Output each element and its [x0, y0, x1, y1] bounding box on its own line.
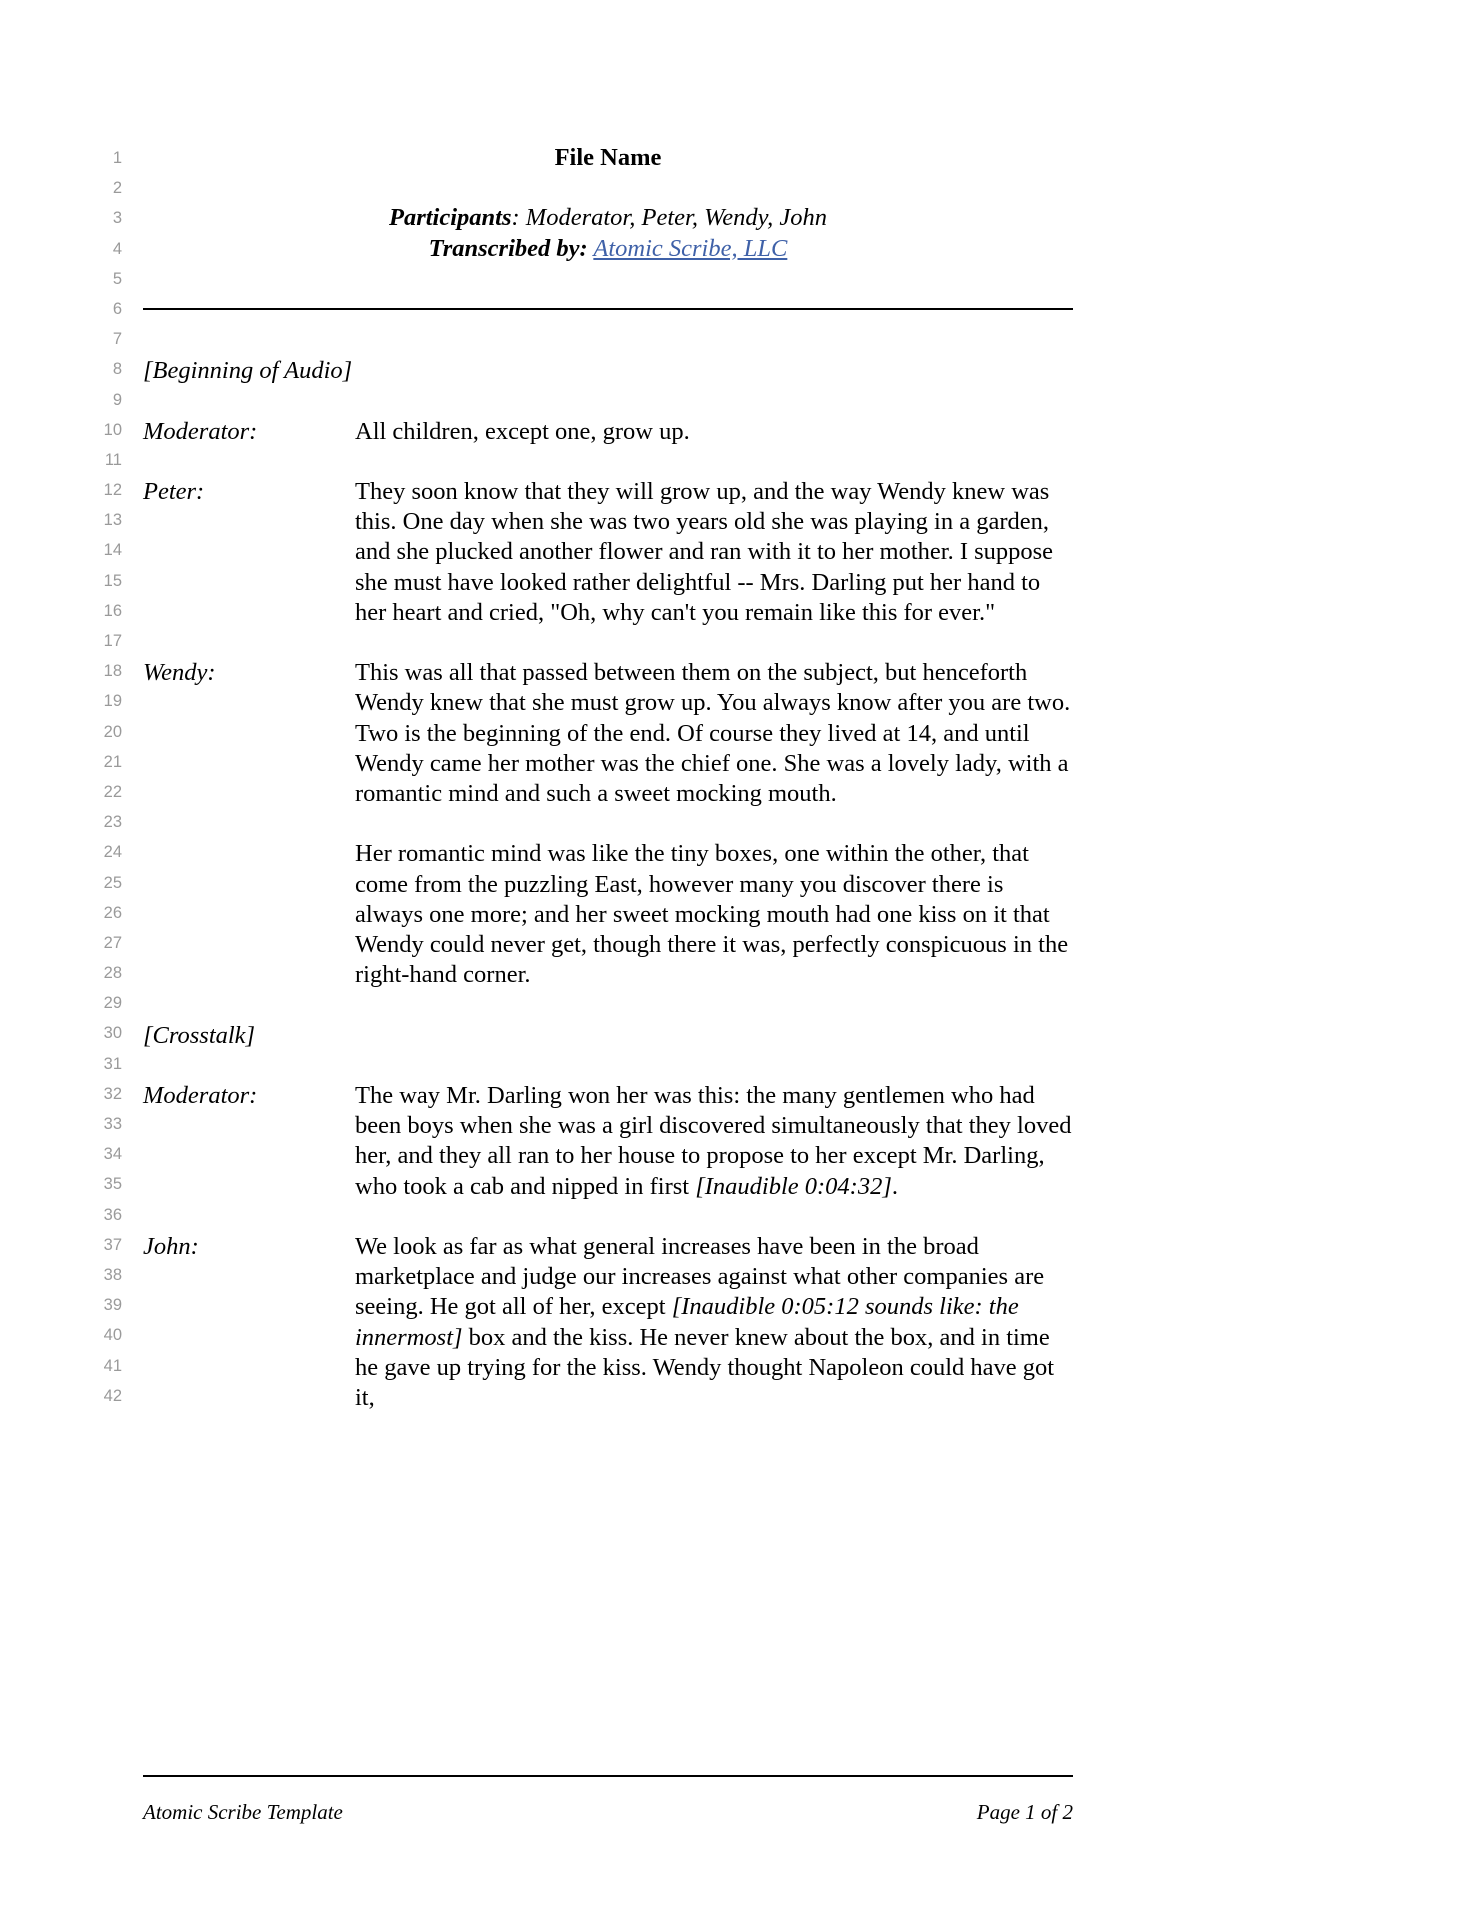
page-footer	[143, 1798, 1073, 1826]
line-number: 9	[112, 390, 122, 409]
line-number: 26	[103, 903, 122, 922]
line-number: 34	[103, 1145, 122, 1164]
transcript-turn	[143, 658, 1073, 990]
footer-left-text: Atomic Scribe Template	[143, 1800, 343, 1824]
spacer-line	[143, 173, 1073, 203]
line-number: 13	[103, 511, 122, 530]
line-number: 42	[103, 1386, 122, 1405]
line-number: 29	[103, 994, 122, 1013]
spacer-line	[143, 628, 1073, 658]
line-number: 24	[103, 843, 122, 862]
speaker-label: Peter:	[143, 478, 205, 506]
line-number: 4	[112, 239, 122, 258]
line-number: 21	[103, 752, 122, 771]
transcript-turn	[143, 1232, 1073, 1413]
dialogue-run: box and the kiss. He never knew about the box, and in time he gave up trying for the kiss. Wendy thought Napoleon could have got it,	[355, 1323, 1055, 1412]
line-number: 16	[103, 601, 122, 620]
transcript-turn	[143, 477, 1073, 628]
line-number: 38	[103, 1265, 122, 1284]
participants-line	[143, 203, 1073, 233]
line-number: 7	[112, 330, 122, 349]
line-number: 33	[103, 1115, 122, 1133]
footer-divider	[143, 1775, 1073, 1777]
beginning-of-audio-marker: [Beginning of Audio]	[143, 357, 353, 385]
line-number: 23	[103, 813, 122, 832]
dialogue-run: We look as far as what general increases have been in the broad marketplace and judge our increases against what other companies are seeing. He got all of her, except	[355, 1233, 1045, 1321]
line-number: 32	[103, 1084, 122, 1103]
line-number: 14	[103, 541, 122, 560]
inaudible-marker: [Inaudible 0:05:12 sounds like: the innermost]	[355, 1293, 1019, 1351]
dialogue-paragraph	[355, 1232, 1073, 1413]
dialogue-paragraph: All children, except one, grow up.	[355, 417, 690, 445]
line-number: 27	[103, 933, 122, 952]
spacer-line	[143, 296, 1073, 326]
page-title: File Name	[554, 144, 662, 171]
line-number: 40	[103, 1326, 122, 1345]
document-content	[143, 143, 1073, 1413]
line-number: 25	[103, 873, 122, 892]
line-number: 30	[103, 1024, 122, 1043]
line-number: 28	[103, 964, 122, 983]
line-number: 20	[103, 722, 122, 741]
transcribed-by-line	[143, 234, 1073, 264]
participants-label: Participants	[388, 204, 512, 232]
line-number: 22	[103, 782, 122, 801]
line-number: 8	[112, 360, 122, 379]
footer-page-number: Page 1 of 2	[976, 1800, 1073, 1824]
transcript-turn	[143, 1081, 1073, 1202]
dialogue-paragraph: They soon know that they will grow up, and the way Wendy knew was this. One day when she was two years old she was playing in a garden, and she plucked another flower and ran with it to her mother. I suppose she must have looked rather delightful -- Mrs. Darling put her hand to her heart and cried, "Oh, why can't you remain like this for ever."	[355, 478, 1054, 626]
spacer-line	[143, 1202, 1073, 1232]
line-number: 19	[103, 692, 122, 711]
header-divider	[143, 308, 1073, 310]
spacer-line	[143, 447, 1073, 477]
dialogue-run: The way Mr. Darling won her was this: the many gentlemen who had been boys when she was a girl discovered simultaneously that they loved her, and they all ran to her house to propose to her except Mr. Darling, who took a cab and nipped in first	[355, 1082, 1072, 1200]
spacer-line	[143, 387, 1073, 417]
speaker-label: John:	[143, 1233, 199, 1261]
line-number: 2	[112, 179, 122, 198]
dialogue-paragraph	[355, 1081, 1073, 1202]
line-number: 18	[103, 662, 122, 681]
line-number: 1	[112, 149, 122, 167]
line-number: 17	[103, 632, 122, 650]
participants-value: : Moderator, Peter, Wendy, John	[511, 204, 827, 232]
line-number: 5	[112, 269, 122, 288]
line-number: 35	[103, 1175, 122, 1194]
speaker-label: Wendy:	[143, 659, 216, 687]
dialogue-paragraph: This was all that passed between them on the subject, but henceforth Wendy knew that she must grow up. You always know after you are two. Two is the beginning of the end. Of course they lived at 14, and until Wendy came her mother was the chief one. She was a lovely lady, with a romantic mind and such a sweet mocking mouth.	[355, 659, 1071, 808]
line-number: 11	[104, 450, 122, 469]
line-number: 31	[103, 1054, 122, 1073]
transcribed-by-label: Transcribed by:	[428, 234, 588, 262]
line-number: 41	[103, 1356, 122, 1375]
inaudible-marker: [Inaudible 0:04:32]	[695, 1172, 892, 1200]
line-number: 3	[112, 209, 122, 228]
spacer-line	[143, 264, 1073, 294]
speaker-label: Moderator:	[143, 1082, 258, 1110]
line-number: 12	[103, 481, 122, 500]
line-number: 39	[103, 1296, 122, 1315]
transcript-turn	[143, 417, 1073, 447]
line-number: 36	[103, 1205, 122, 1224]
spacer-line	[143, 991, 1073, 1021]
spacer-line	[143, 1051, 1073, 1081]
crosstalk-marker: [Crosstalk]	[143, 1021, 256, 1049]
line-number: 37	[103, 1235, 122, 1254]
line-number: 10	[103, 420, 122, 439]
line-number: 15	[103, 571, 122, 590]
line-number-gutter	[78, 143, 122, 1411]
dialogue-paragraph: Her romantic mind was like the tiny boxes, one within the other, that come from the puzzling East, however many you discover there is always one more; and her sweet mocking mouth had one kiss on it that Wendy could never get, though there it was, perfectly conspicuous in the right-hand corner.	[355, 840, 1069, 989]
line-number: 6	[112, 299, 122, 318]
speaker-label: Moderator:	[143, 417, 258, 445]
dialogue-run: .	[891, 1172, 898, 1200]
transcriber-link[interactable]: Atomic Scribe, LLC	[593, 234, 788, 262]
spacer-line	[143, 326, 1073, 356]
